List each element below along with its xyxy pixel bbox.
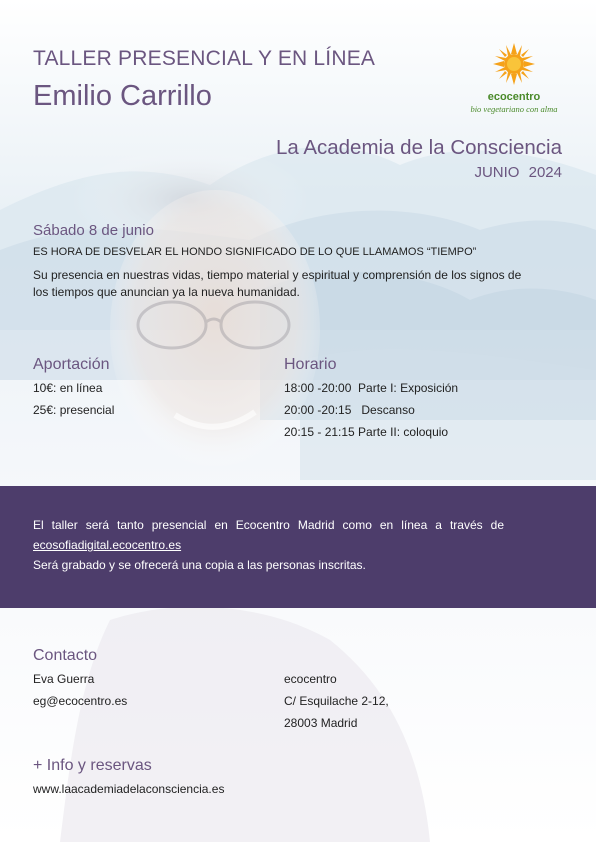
event-description: Su presencia en nuestras vidas, tiempo material y espiritual y comprensión de los signos de los tiempos que anuncian ya la nueva humanidad. bbox=[33, 268, 522, 299]
academy-name: La Academia de la Consciencia bbox=[275, 136, 562, 159]
info-url[interactable]: www.laacademiadelaconsciencia.es bbox=[33, 782, 225, 796]
recording-note: Será grabado y se ofrecerá una copia a las personas inscritas. bbox=[33, 558, 366, 572]
venue-city: 28003 Madrid bbox=[284, 716, 358, 730]
price-in-person: 25€: presencial bbox=[33, 403, 115, 417]
schedule-item: 18:00 -20:00 Parte I: Exposición bbox=[284, 381, 459, 395]
logo-tagline: bio vegetariano con alma bbox=[470, 104, 558, 114]
sun-icon bbox=[492, 42, 536, 86]
ecocentro-logo bbox=[462, 42, 566, 114]
speaker-name: Emilio Carrillo bbox=[33, 80, 212, 112]
workshop-format-title: TALLER PRESENCIAL Y EN LÍNEA bbox=[33, 47, 376, 70]
contact-name: Eva Guerra bbox=[33, 672, 95, 686]
ecosofia-link[interactable]: ecosofiadigital.ecocentro.es bbox=[33, 538, 182, 552]
info-heading: + Info y reservas bbox=[33, 757, 152, 774]
event-month: JUNIO 2024 bbox=[474, 164, 562, 181]
logo-wordmark: ecocentro bbox=[487, 91, 541, 103]
event-date: Sábado 8 de junio bbox=[33, 222, 154, 239]
notice-text bbox=[33, 515, 504, 575]
schedule-item: 20:15 - 21:15 Parte II: coloquio bbox=[284, 425, 449, 439]
venue-name: ecocentro bbox=[284, 672, 337, 686]
schedule-item: 20:00 -20:15 Descanso bbox=[284, 403, 415, 417]
notice-line: El taller será tanto presencial en Ecocentro Madrid como en línea a través de bbox=[33, 518, 504, 532]
event-headline: ES HORA DE DESVELAR EL HONDO SIGNIFICADO DE LO QUE LLAMAMOS “TIEMPO” bbox=[33, 246, 477, 258]
price-online: 10€: en línea bbox=[33, 381, 103, 395]
contact-heading: Contacto bbox=[33, 647, 98, 664]
pricing-heading: Aportación bbox=[33, 356, 110, 373]
contact-email[interactable]: eg@ecocentro.es bbox=[33, 694, 128, 708]
venue-street: C/ Esquilache 2-12, bbox=[284, 694, 389, 708]
schedule-heading: Horario bbox=[284, 356, 337, 373]
